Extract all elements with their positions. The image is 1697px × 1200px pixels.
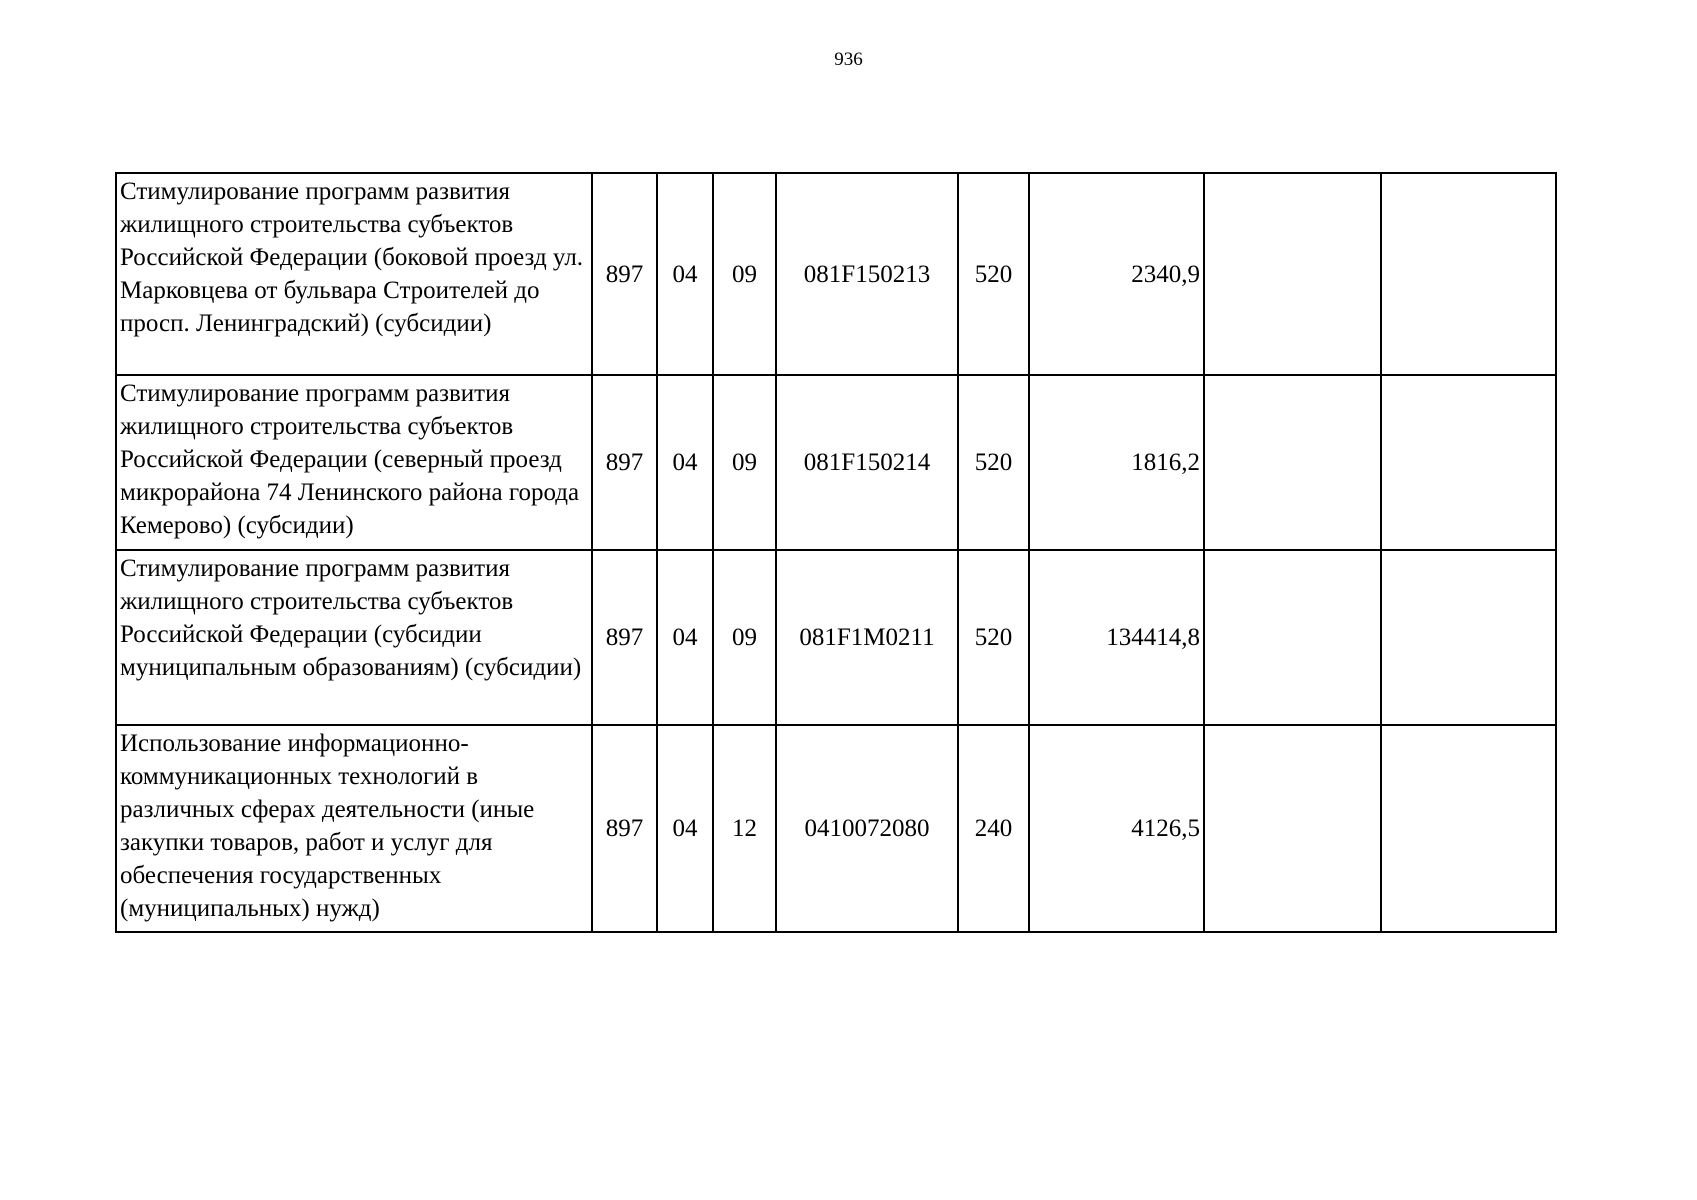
amount-3-cell xyxy=(1381,173,1556,375)
row-description: Стимулирование программ развития жилищного строительства субъектов Российской Федерации (северный проезд микрорайона 74 Ленинского района города Кемерово) (субсидии) xyxy=(116,375,592,550)
target-article-code: 081F150214 xyxy=(776,375,958,550)
ministry-code: 897 xyxy=(592,725,657,932)
amount-2-cell xyxy=(1204,725,1381,932)
row-description: Стимулирование программ развития жилищного строительства субъектов Российской Федерации (субсидии муниципальным образованиям) (субсидии) xyxy=(116,550,592,725)
section-code: 04 xyxy=(657,725,713,932)
expense-type-code: 520 xyxy=(958,550,1029,725)
amount-2-cell xyxy=(1204,375,1381,550)
expense-type-code: 520 xyxy=(958,375,1029,550)
target-article-code: 0410072080 xyxy=(776,725,958,932)
section-code: 04 xyxy=(657,173,713,375)
amount-2-cell xyxy=(1204,550,1381,725)
ministry-code: 897 xyxy=(592,173,657,375)
target-article-code: 081F150213 xyxy=(776,173,958,375)
amount-cell: 2340,9 xyxy=(1029,173,1204,375)
table-row xyxy=(116,173,1556,375)
page-number: 936 xyxy=(834,49,863,70)
amount-3-cell xyxy=(1381,375,1556,550)
amount-3-cell xyxy=(1381,725,1556,932)
subsection-code: 09 xyxy=(713,375,776,550)
amount-2-cell xyxy=(1204,173,1381,375)
table-row xyxy=(116,725,1556,932)
subsection-code: 12 xyxy=(713,725,776,932)
section-code: 04 xyxy=(657,375,713,550)
expense-type-code: 240 xyxy=(958,725,1029,932)
expense-type-code: 520 xyxy=(958,173,1029,375)
row-description: Стимулирование программ развития жилищного строительства субъектов Российской Федерации (боковой проезд ул. Марковцева от бульвара Строителей до просп. Ленинградский) (субсидии) xyxy=(116,173,592,375)
target-article-code: 081F1M0211 xyxy=(776,550,958,725)
amount-cell: 1816,2 xyxy=(1029,375,1204,550)
amount-3-cell xyxy=(1381,550,1556,725)
subsection-code: 09 xyxy=(713,550,776,725)
budget-table xyxy=(115,172,1557,933)
table-row xyxy=(116,550,1556,725)
ministry-code: 897 xyxy=(592,375,657,550)
amount-cell: 134414,8 xyxy=(1029,550,1204,725)
row-description: Использование информационно-коммуникационных технологий в различных сферах деятельности (иные закупки товаров, работ и услуг для обеспечения государственных (муниципальных) нужд) xyxy=(116,725,592,932)
subsection-code: 09 xyxy=(713,173,776,375)
section-code: 04 xyxy=(657,550,713,725)
amount-cell: 4126,5 xyxy=(1029,725,1204,932)
ministry-code: 897 xyxy=(592,550,657,725)
table-row xyxy=(116,375,1556,550)
